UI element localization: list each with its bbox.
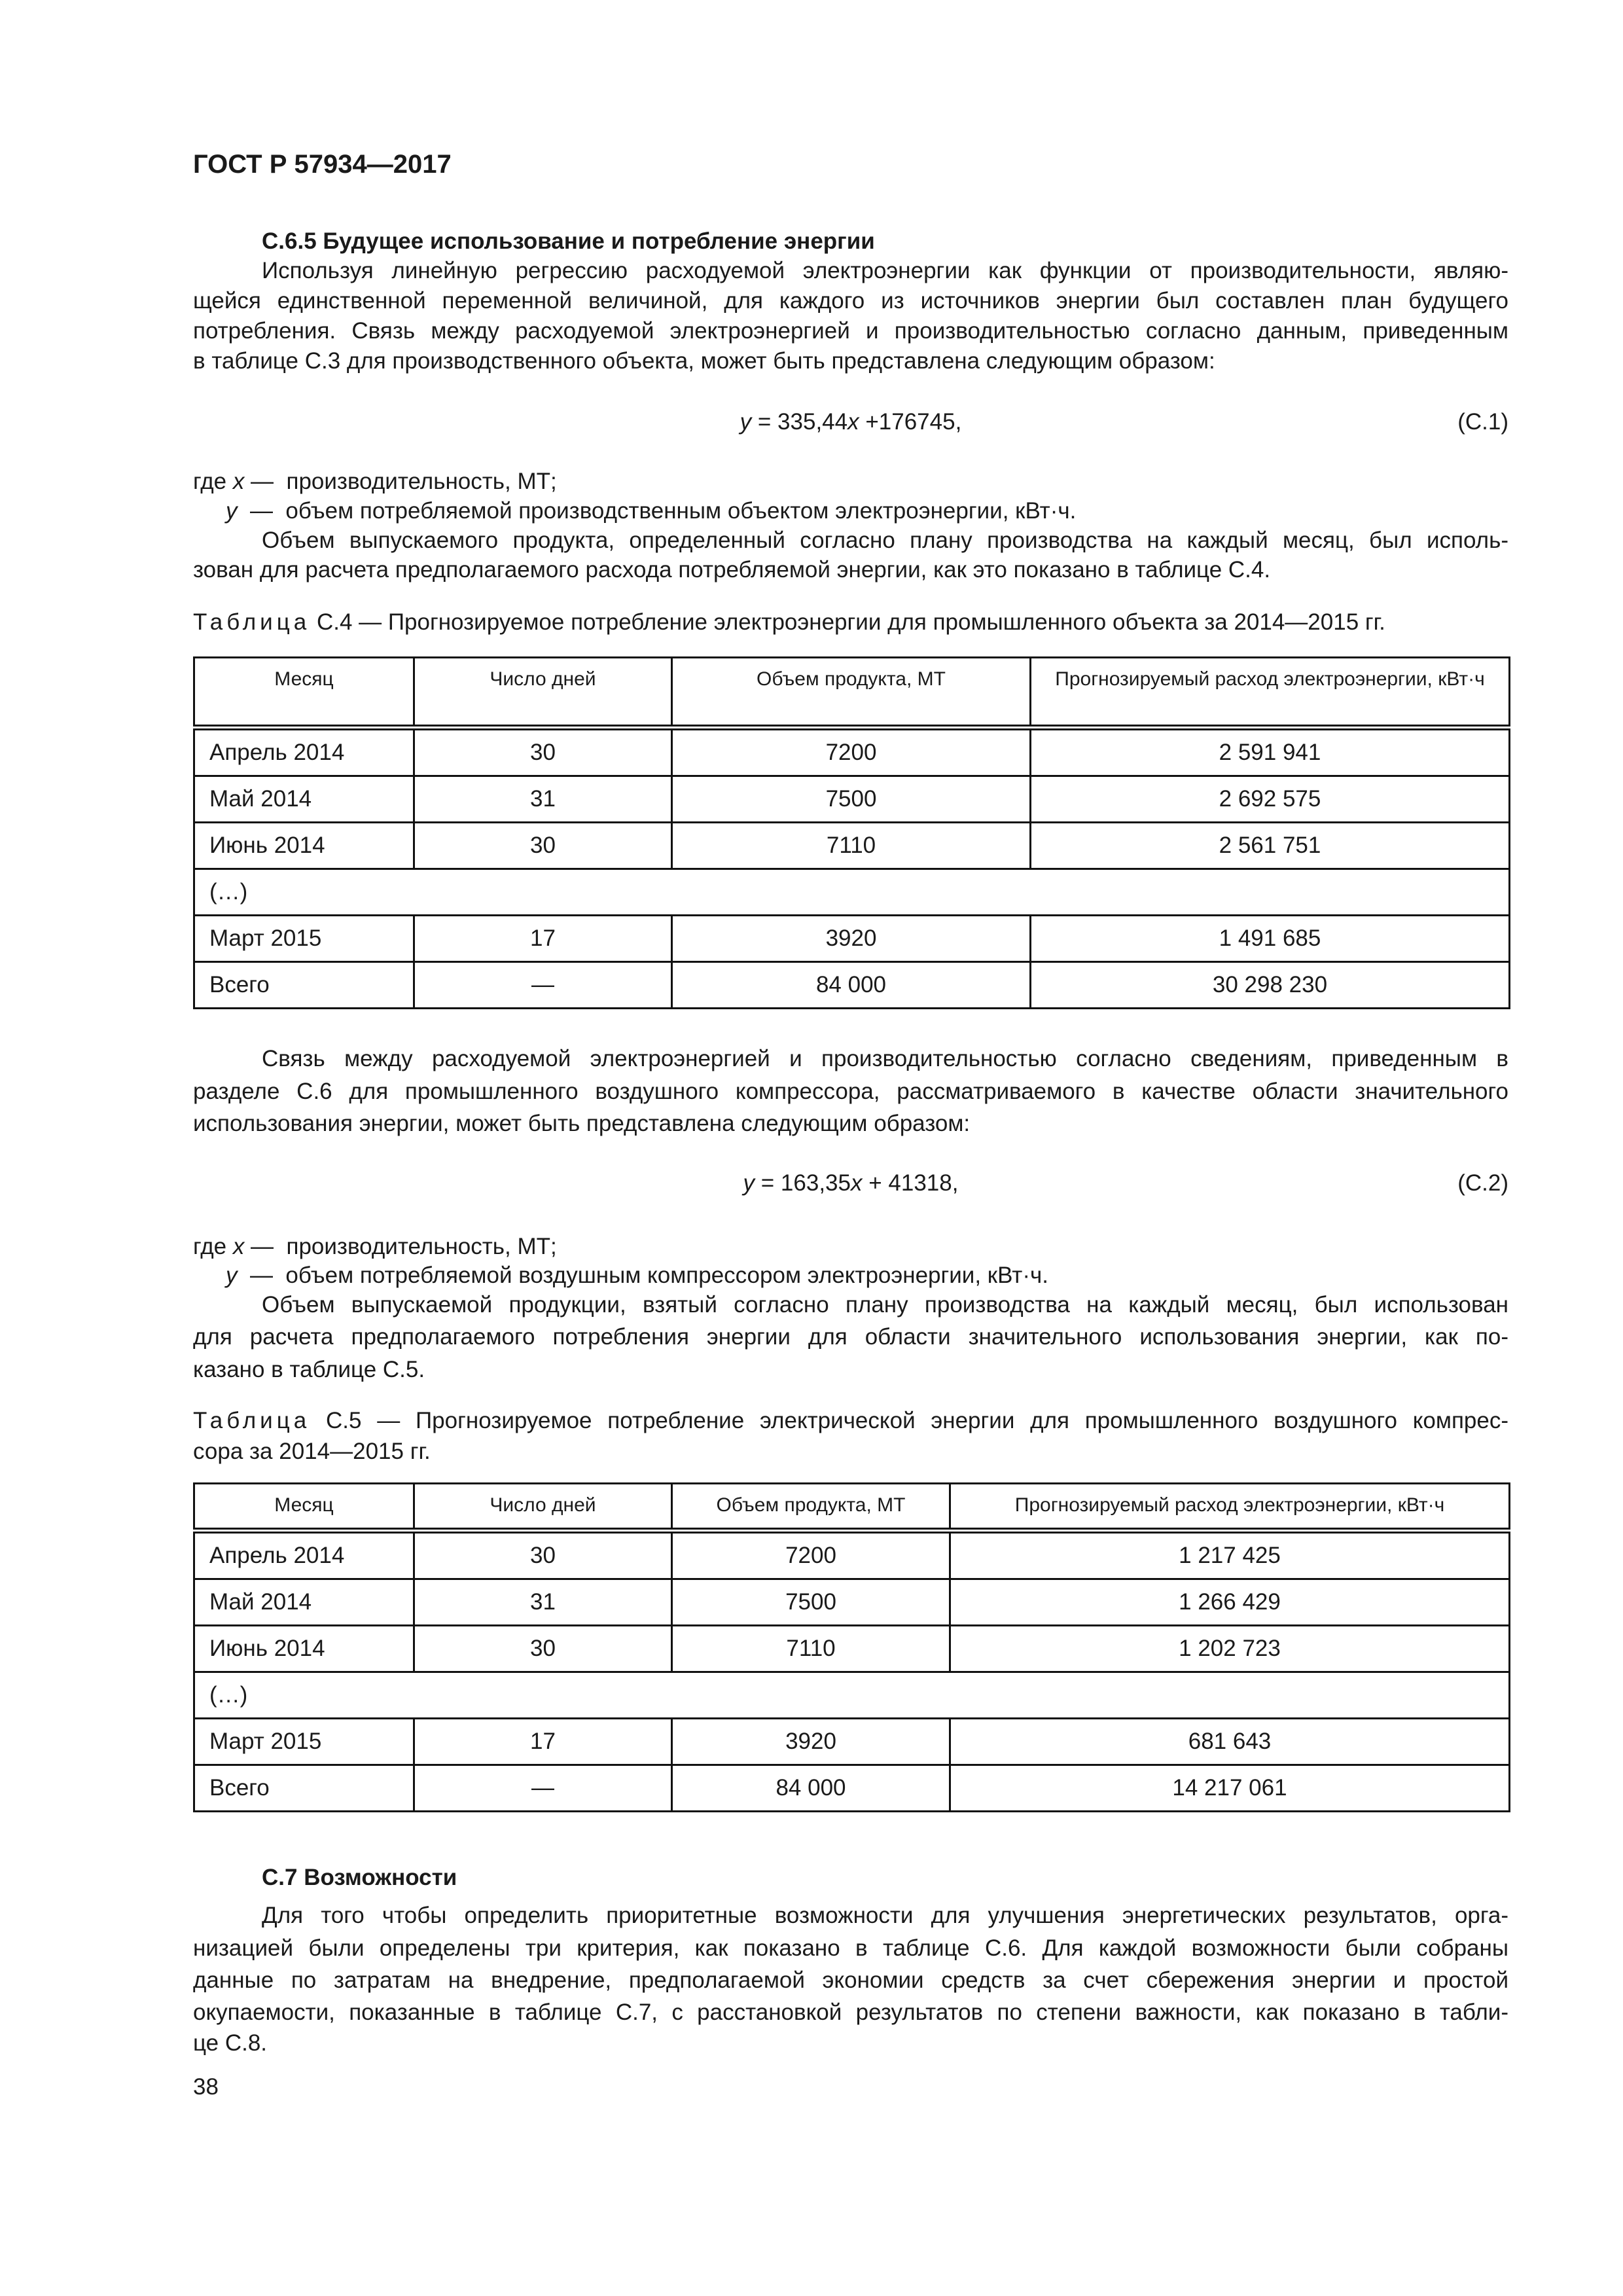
column-header: Прогнозируемый расход электроэнергии, кВт·ч — [1031, 658, 1510, 728]
caption-text: С.4 — Прогнозируемое потребление электроэнергии для промышленного объекта за 2014—2015 гг. — [310, 609, 1385, 635]
cell: — — [414, 1765, 672, 1812]
cell: 1 266 429 — [950, 1579, 1510, 1626]
caption-word: Таблица — [193, 609, 311, 635]
cell: 7110 — [672, 1626, 950, 1672]
paragraph-line: использования энергии, может быть представлена следующим образом: — [193, 1111, 971, 1136]
formula-var: y — [740, 409, 752, 435]
cell: 7500 — [672, 1579, 950, 1626]
table-row — [194, 1579, 1510, 1626]
where-label: где — [193, 1234, 233, 1259]
cell: Март 2015 — [194, 916, 414, 962]
formula-c2 — [193, 1167, 1508, 1200]
column-header: Число дней — [414, 658, 672, 728]
cell: 31 — [414, 776, 672, 823]
table-c5 — [193, 1482, 1510, 1812]
cell: 14 217 061 — [950, 1765, 1510, 1812]
paragraph-line: щейся единственной переменной величиной, для каждого из источников энергии был составлен план будущего — [193, 288, 1508, 314]
paragraph-line: Объем выпускаемого продукта, определенный согласно плану производства на каждый месяц, был исполь- — [262, 528, 1508, 553]
paragraph-line: Объем выпускаемой продукции, взятый согласно плану производства на каждый месяц, был использован — [262, 1292, 1508, 1318]
table-c5-caption-cont: сора за 2014—2015 гг. — [193, 1439, 431, 1464]
paragraph-line: Для того чтобы определить приоритетные возможности для улучшения энергетических результатов, орга- — [262, 1903, 1508, 1928]
cell: — — [414, 962, 672, 1009]
table-row — [194, 916, 1510, 962]
cell: 17 — [414, 916, 672, 962]
paragraph-line: в таблице С.3 для производственного объекта, может быть представлена следующим образом: — [193, 348, 1215, 374]
cell: 2 561 751 — [1031, 823, 1510, 869]
section-heading-c65: С.6.5 Будущее использование и потребление энергии — [262, 228, 875, 254]
y-desc: объем потребляемой воздушным компрессором электроэнергии, кВт·ч. — [285, 1263, 1048, 1288]
table-row-total — [194, 962, 1510, 1009]
column-header: Месяц — [194, 658, 414, 728]
cell: Всего — [194, 962, 414, 1009]
column-header: Объем продукта, МТ — [672, 1484, 950, 1531]
cell: 3920 — [672, 1719, 950, 1765]
where-label: где — [193, 469, 233, 494]
paragraph-line: для расчета предполагаемого потребления энергии для области значительного использования энергии, как по- — [193, 1324, 1508, 1350]
where-y — [226, 496, 1541, 526]
cell: 1 202 723 — [950, 1626, 1510, 1672]
table-row — [194, 728, 1510, 776]
cell: 2 692 575 — [1031, 776, 1510, 823]
cell: 30 — [414, 1531, 672, 1579]
table-row-ellipsis — [194, 869, 1510, 916]
formula-number: (С.1) — [1457, 409, 1508, 435]
cell: 2 591 941 — [1031, 728, 1510, 776]
where-y — [226, 1261, 1541, 1291]
table-row — [194, 776, 1510, 823]
paragraph-line: Связь между расходуемой электроэнергией и производительностью согласно сведениям, приведенным в — [262, 1046, 1508, 1071]
cell: 31 — [414, 1579, 672, 1626]
formula-var: x — [847, 409, 859, 435]
dash: — — [251, 1234, 274, 1259]
cell: 7110 — [672, 823, 1031, 869]
formula-var: x — [851, 1170, 863, 1196]
document-header: ГОСТ Р 57934—2017 — [193, 150, 452, 179]
table-row-total — [194, 1765, 1510, 1812]
paragraph-line: данные по затратам на внедрение, предполагаемой экономии средств за счет сбережения энергии и простой — [193, 1967, 1508, 1993]
dash: — — [249, 1263, 273, 1288]
caption-text: С.5 — Прогнозируемое потребление электрической энергии для промышленного воздушного компрес- — [310, 1408, 1508, 1433]
formula-c1 — [193, 406, 1508, 439]
cell: Май 2014 — [194, 776, 414, 823]
table-row — [194, 823, 1510, 869]
paragraph-line: окупаемости, показанные в таблице С.7, с расстановкой результатов по степени важности, как показано в табли- — [193, 2000, 1508, 2025]
column-header: Прогнозируемый расход электроэнергии, кВт·ч — [950, 1484, 1510, 1531]
paragraph-line: низацией были определены три критерия, как показано в таблице С.6. Для каждой возможности были собраны — [193, 1935, 1508, 1961]
table-c4 — [193, 656, 1510, 1009]
table-row — [194, 1626, 1510, 1672]
where-x — [193, 1232, 1508, 1262]
cell: 30 — [414, 728, 672, 776]
where-x — [193, 467, 1508, 497]
cell: Всего — [194, 1765, 414, 1812]
caption-word: Таблица — [193, 1408, 311, 1433]
table-row — [194, 1531, 1510, 1579]
column-header: Месяц — [194, 1484, 414, 1531]
paragraph-line: разделе С.6 для промышленного воздушного компрессора, рассматриваемого в качестве области значительного — [193, 1079, 1508, 1104]
column-header: Число дней — [414, 1484, 672, 1531]
section-heading-c7: С.7 Возможности — [262, 1865, 457, 1890]
cell: 681 643 — [950, 1719, 1510, 1765]
cell: 30 — [414, 1626, 672, 1672]
formula-part: = 335,44 — [751, 409, 848, 435]
cell: 17 — [414, 1719, 672, 1765]
cell: 7500 — [672, 776, 1031, 823]
column-header: Объем продукта, МТ — [672, 658, 1031, 728]
dash: — — [249, 498, 273, 524]
cell: Апрель 2014 — [194, 728, 414, 776]
cell: 84 000 — [672, 962, 1031, 1009]
var: x — [232, 469, 245, 494]
cell: 30 298 230 — [1031, 962, 1510, 1009]
var: y — [226, 1263, 238, 1288]
table-row — [194, 1719, 1510, 1765]
paragraph-line: казано в таблице С.5. — [193, 1357, 425, 1382]
y-desc: объем потребляемой производственным объектом электроэнергии, кВт·ч. — [285, 498, 1077, 524]
x-desc: производительность, МТ; — [286, 1234, 557, 1259]
table-row-ellipsis — [194, 1672, 1510, 1719]
cell: Май 2014 — [194, 1579, 414, 1626]
cell: 7200 — [672, 728, 1031, 776]
paragraph-line: потребления. Связь между расходуемой электроэнергией и производительностью согласно данным, приведенным — [193, 318, 1508, 344]
formula-part: = 163,35 — [755, 1170, 851, 1196]
dash: — — [251, 469, 274, 494]
cell: Март 2015 — [194, 1719, 414, 1765]
cell: Июнь 2014 — [194, 823, 414, 869]
paragraph-line: це С.8. — [193, 2030, 268, 2056]
cell: 1 491 685 — [1031, 916, 1510, 962]
table-c5-caption — [193, 1406, 1508, 1436]
formula-part: +176745, — [859, 409, 962, 435]
paragraph-line: зован для расчета предполагаемого расхода потребляемой энергии, как это показано в таблице С.4. — [193, 557, 1271, 583]
cell: (…) — [194, 1672, 1510, 1719]
paragraph-line: Используя линейную регрессию расходуемой электроэнергии как функции от производительности, являю- — [262, 258, 1508, 283]
cell: 1 217 425 — [950, 1531, 1510, 1579]
cell: 30 — [414, 823, 672, 869]
x-desc: производительность, МТ; — [286, 469, 557, 494]
cell: (…) — [194, 869, 1510, 916]
formula-number: (С.2) — [1457, 1170, 1508, 1196]
table-header-row — [194, 1484, 1510, 1531]
cell: Апрель 2014 — [194, 1531, 414, 1579]
var: x — [232, 1234, 245, 1259]
cell: 3920 — [672, 916, 1031, 962]
cell: 84 000 — [672, 1765, 950, 1812]
page-number: 38 — [193, 2074, 219, 2100]
var: y — [226, 498, 238, 524]
cell: 7200 — [672, 1531, 950, 1579]
cell: Июнь 2014 — [194, 1626, 414, 1672]
formula-part: + 41318, — [862, 1170, 959, 1196]
table-header-row — [194, 658, 1510, 728]
table-c4-caption — [193, 607, 1508, 637]
formula-var: y — [743, 1170, 755, 1196]
